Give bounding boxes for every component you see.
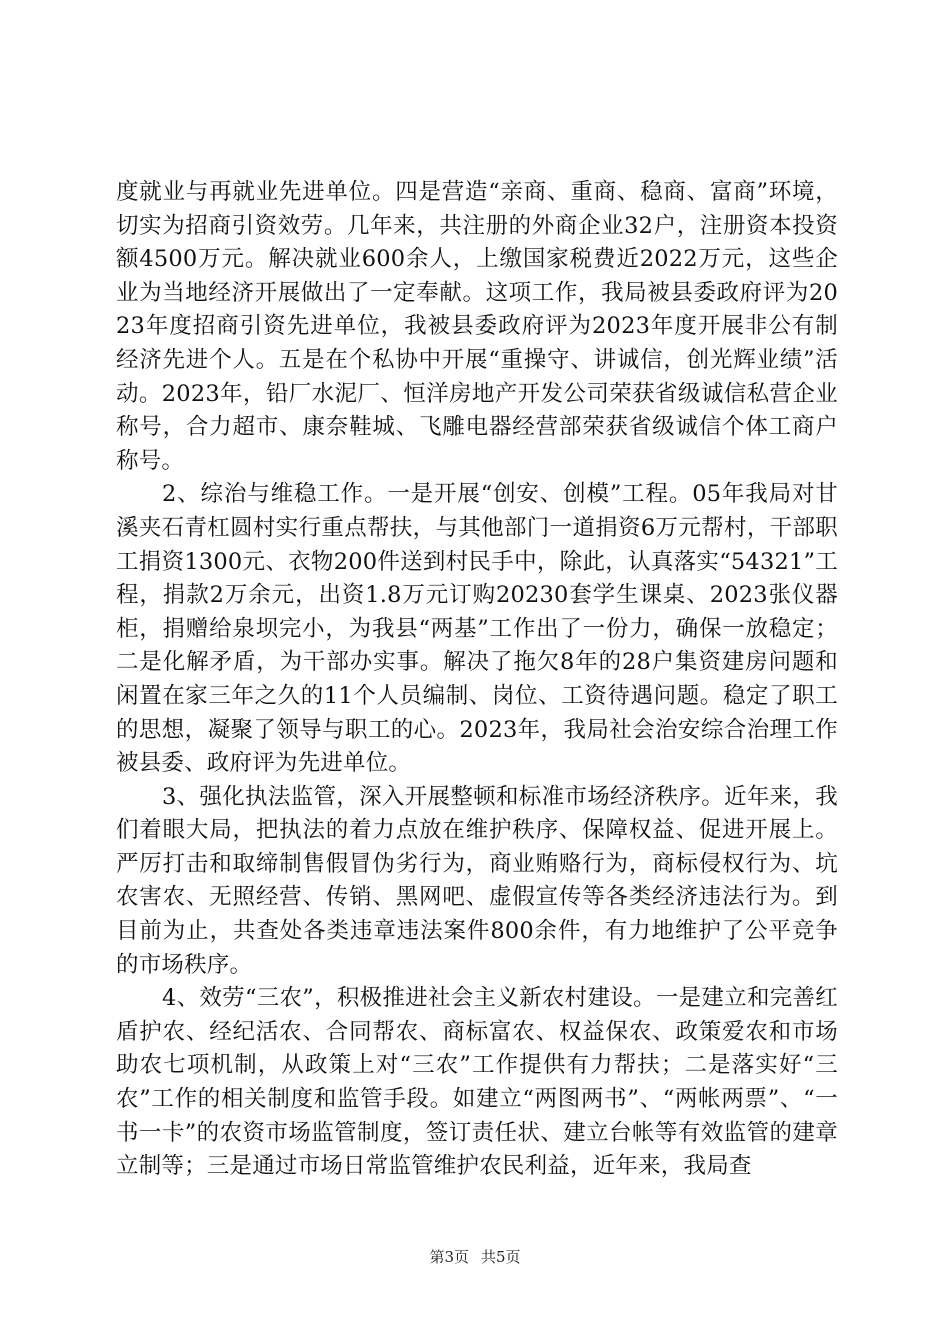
page-footer bbox=[0, 1247, 950, 1267]
document-body bbox=[116, 176, 838, 1184]
page-total: 共5页 bbox=[481, 1248, 521, 1266]
paragraph-continued: 度就业与再就业先进单位。四是营造“亲商、重商、稳商、富商”环境，切实为招商引资效劳。几年来，共注册的外商企业32户，注册资本投资额4500万元。解决就业600余人，上缴国家税费近2022万元，这些企业为当地经济开展做出了一定奉献。这项工作，我局被县委政府评为2023年度招商引资先进单位，我被县委政府评为2023年度开展非公有制经济先进个人。五是在个私协中开展“重操守、讲诚信，创光辉业绩”活动。2023年，铅厂水泥厂、恒洋房地产开发公司荣获省级诚信私营企业称号，合力超市、康奈鞋城、飞雕电器经营部荣获省级诚信个体工商户称号。 bbox=[116, 179, 838, 474]
paragraph-comprehensive-governance: 2、综治与维稳工作。一是开展“创安、创模”工程。05年我局对甘溪夹石青杠圆村实行重点帮扶，与其他部门一道捐资6万元帮村，干部职工捐资1300元、衣物200件送到村民手中，除此，认真落实“54321”工程，捐款2万余元，出资1.8万元订购20230套学生课桌、2023张仪器柜，捐赠给泉坝完小，为我县“两基”工作出了一份力，确保一放稳定；二是化解矛盾，为干部办实事。解决了拖欠8年的28户集资建房问题和闲置在家三年之久的11个人员编制、岗位、工资待遇问题。稳定了职工的思想，凝聚了领导与职工的心。2023年，我局社会治安综合治理工作被县委、政府评为先进单位。 bbox=[116, 481, 838, 777]
paragraph-rural-service: 4、效劳“三农”，积极推进社会主义新农村建设。一是建立和完善红盾护农、经纪活农、合同帮农、商标富农、权益保农、政策爱农和市场助农七项机制，从政策上对“三农”工作提供有力帮扶；二是落实好“三农”工作的相关制度和监管手段。如建立“两图两书”、“两帐两票”、“一书一卡”的农资市场监管制度，签订责任状、建立台帐等有效监管的建章立制等；三是通过市场日常监管维护农民利益，近年来，我局查 bbox=[116, 985, 838, 1180]
paragraph-law-enforcement: 3、强化执法监管，深入开展整顿和标准市场经济秩序。近年来，我们着眼大局，把执法的着力点放在维护秩序、保障权益、促进开展上。严厉打击和取缔制售假冒伪劣行为，商业贿赂行为，商标侵权行为、坑农害农、无照经营、传销、黑网吧、虚假宣传等各类经济违法行为。到目前为止，共查处各类违章违法案件800余件，有力地维护了公平竞争的市场秩序。 bbox=[116, 783, 838, 978]
page-number: 第3页 bbox=[429, 1248, 469, 1266]
